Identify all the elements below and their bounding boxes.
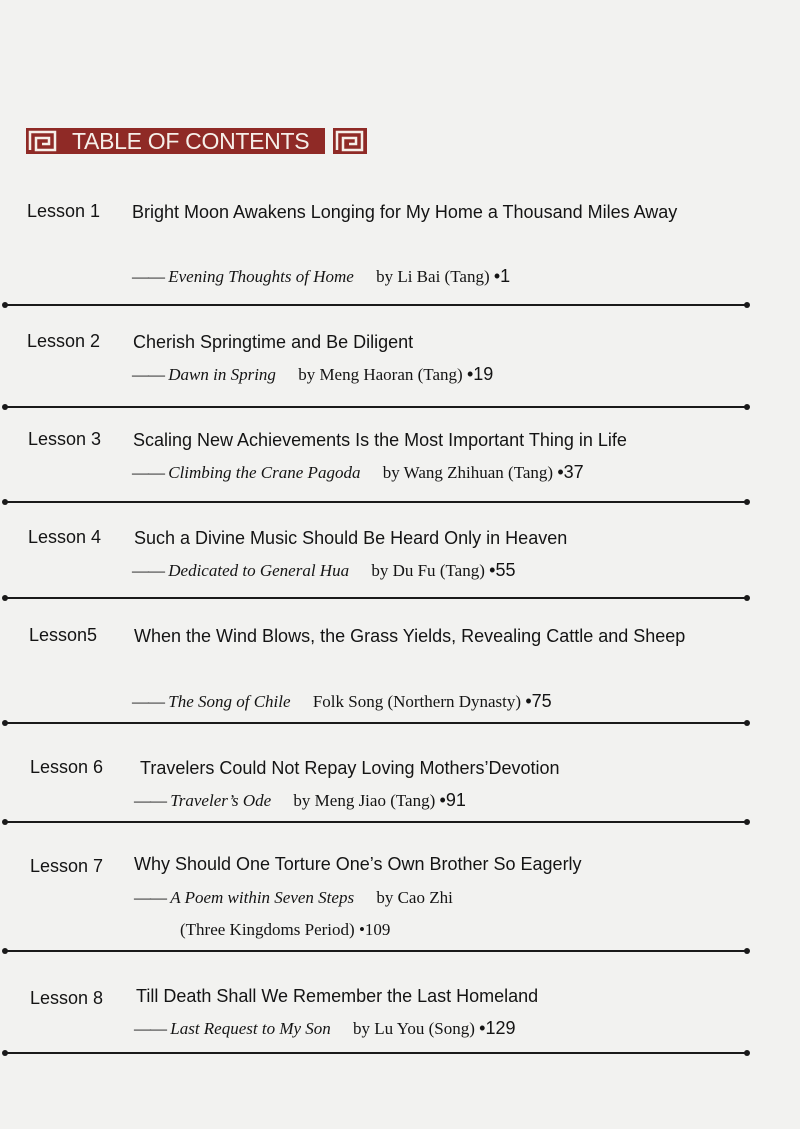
poem-author: Folk Song (312, 692, 384, 711)
lesson-title: Scaling New Achievements Is the Most Important Thing in Life (133, 430, 627, 450)
lesson-number: Lesson 3 (28, 429, 102, 449)
page-number: •19 (466, 364, 494, 384)
poem-author: by Cao Zhi (376, 888, 453, 907)
toc-header (26, 126, 367, 156)
lesson-number: Lesson 6 (30, 757, 104, 777)
poem-dynasty: (Tang) (417, 365, 463, 384)
divider (6, 406, 746, 408)
poem-title: A Poem within Seven Steps (170, 888, 355, 907)
poem-author: by Meng Haoran (298, 365, 414, 384)
page-number: •55 (489, 560, 516, 580)
lesson-credit: —— Dawn in Spring by Meng Haoran (Tang) •19 (132, 364, 494, 384)
page-number: •129 (479, 1018, 516, 1038)
page-number: •37 (557, 462, 584, 482)
lesson-title: Cherish Springtime and Be Diligent (133, 332, 414, 352)
poem-dynasty: (Tang) (390, 791, 436, 810)
poem-dynasty: (Tang) (439, 561, 485, 580)
lesson-number: Lesson 2 (27, 331, 101, 351)
divider (6, 950, 746, 952)
lesson-title: Why Should One Torture One’s Own Brother So Eagerly (134, 854, 582, 874)
lesson-number: Lesson 4 (28, 527, 102, 547)
page-number: •75 (525, 691, 552, 711)
poem-title: Dedicated to General Hua (168, 561, 350, 580)
poem-title: Last Request to My Son (170, 1019, 331, 1038)
lesson-credit: —— Evening Thoughts of Home by Li Bai (Tang) •1 (132, 266, 511, 286)
divider (6, 597, 746, 599)
lesson-title: Travelers Could Not Repay Loving Mothers’Devotion (140, 758, 560, 778)
lesson-credit: —— Climbing the Crane Pagoda by Wang Zhihuan (Tang) •37 (132, 462, 584, 482)
poem-dynasty: (Northern Dynasty) (387, 692, 522, 711)
poem-author: by Li Bai (376, 267, 441, 286)
poem-author: by Meng Jiao (293, 791, 386, 810)
divider (6, 821, 746, 823)
poem-author: by Du Fu (371, 561, 436, 580)
page-number: •91 (439, 790, 466, 810)
poem-title: The Song of Chile (168, 692, 291, 711)
meander-ornament-right (333, 128, 367, 154)
lesson-number: Lesson 1 (27, 201, 101, 221)
divider (6, 722, 746, 724)
lesson-title: When the Wind Blows, the Grass Yields, Revealing Cattle and Sheep (134, 626, 686, 646)
lesson-title: Till Death Shall We Remember the Last Homeland (136, 986, 539, 1006)
page-title: TABLE OF CONTENTS (60, 128, 325, 154)
lesson-title: Such a Divine Music Should Be Heard Only in Heaven (134, 528, 568, 548)
lesson-title: Bright Moon Awakens Longing for My Home a Thousand Miles Away (132, 202, 678, 222)
poem-author: by Lu You (353, 1019, 425, 1038)
poem-title: Climbing the Crane Pagoda (168, 463, 361, 482)
lesson-credit-continued (180, 920, 390, 940)
poem-title: Traveler’s Ode (170, 791, 272, 810)
poem-dynasty: (Tang) (508, 463, 554, 482)
divider (6, 501, 746, 503)
lesson-number: Lesson 8 (30, 988, 104, 1008)
lesson-credit: —— Dedicated to General Hua by Du Fu (Tang) •55 (132, 560, 516, 580)
poem-title: Evening Thoughts of Home (168, 267, 354, 286)
lesson-number: Lesson5 (29, 625, 98, 645)
lesson-credit: —— The Song of Chile Folk Song (Northern Dynasty) •75 (132, 691, 552, 711)
lesson-credit: —— Last Request to My Son by Lu You (Song) •129 (134, 1018, 516, 1038)
meander-ornament-left (26, 128, 60, 154)
poem-dynasty: (Tang) (444, 267, 490, 286)
page-number: •1 (493, 266, 511, 286)
poem-title: Dawn in Spring (168, 365, 276, 384)
poem-dynasty: (Three Kingdoms Period) (180, 920, 355, 939)
lesson-credit: —— Traveler’s Ode by Meng Jiao (Tang) •91 (134, 790, 466, 810)
lesson-number: Lesson 7 (30, 856, 104, 876)
poem-author: by Wang Zhihuan (382, 463, 504, 482)
divider (6, 304, 746, 306)
lesson-credit: —— A Poem within Seven Steps by Cao Zhi (134, 888, 453, 907)
poem-dynasty: (Song) (428, 1019, 475, 1038)
page-number: •109 (358, 920, 391, 939)
divider (6, 1052, 746, 1054)
